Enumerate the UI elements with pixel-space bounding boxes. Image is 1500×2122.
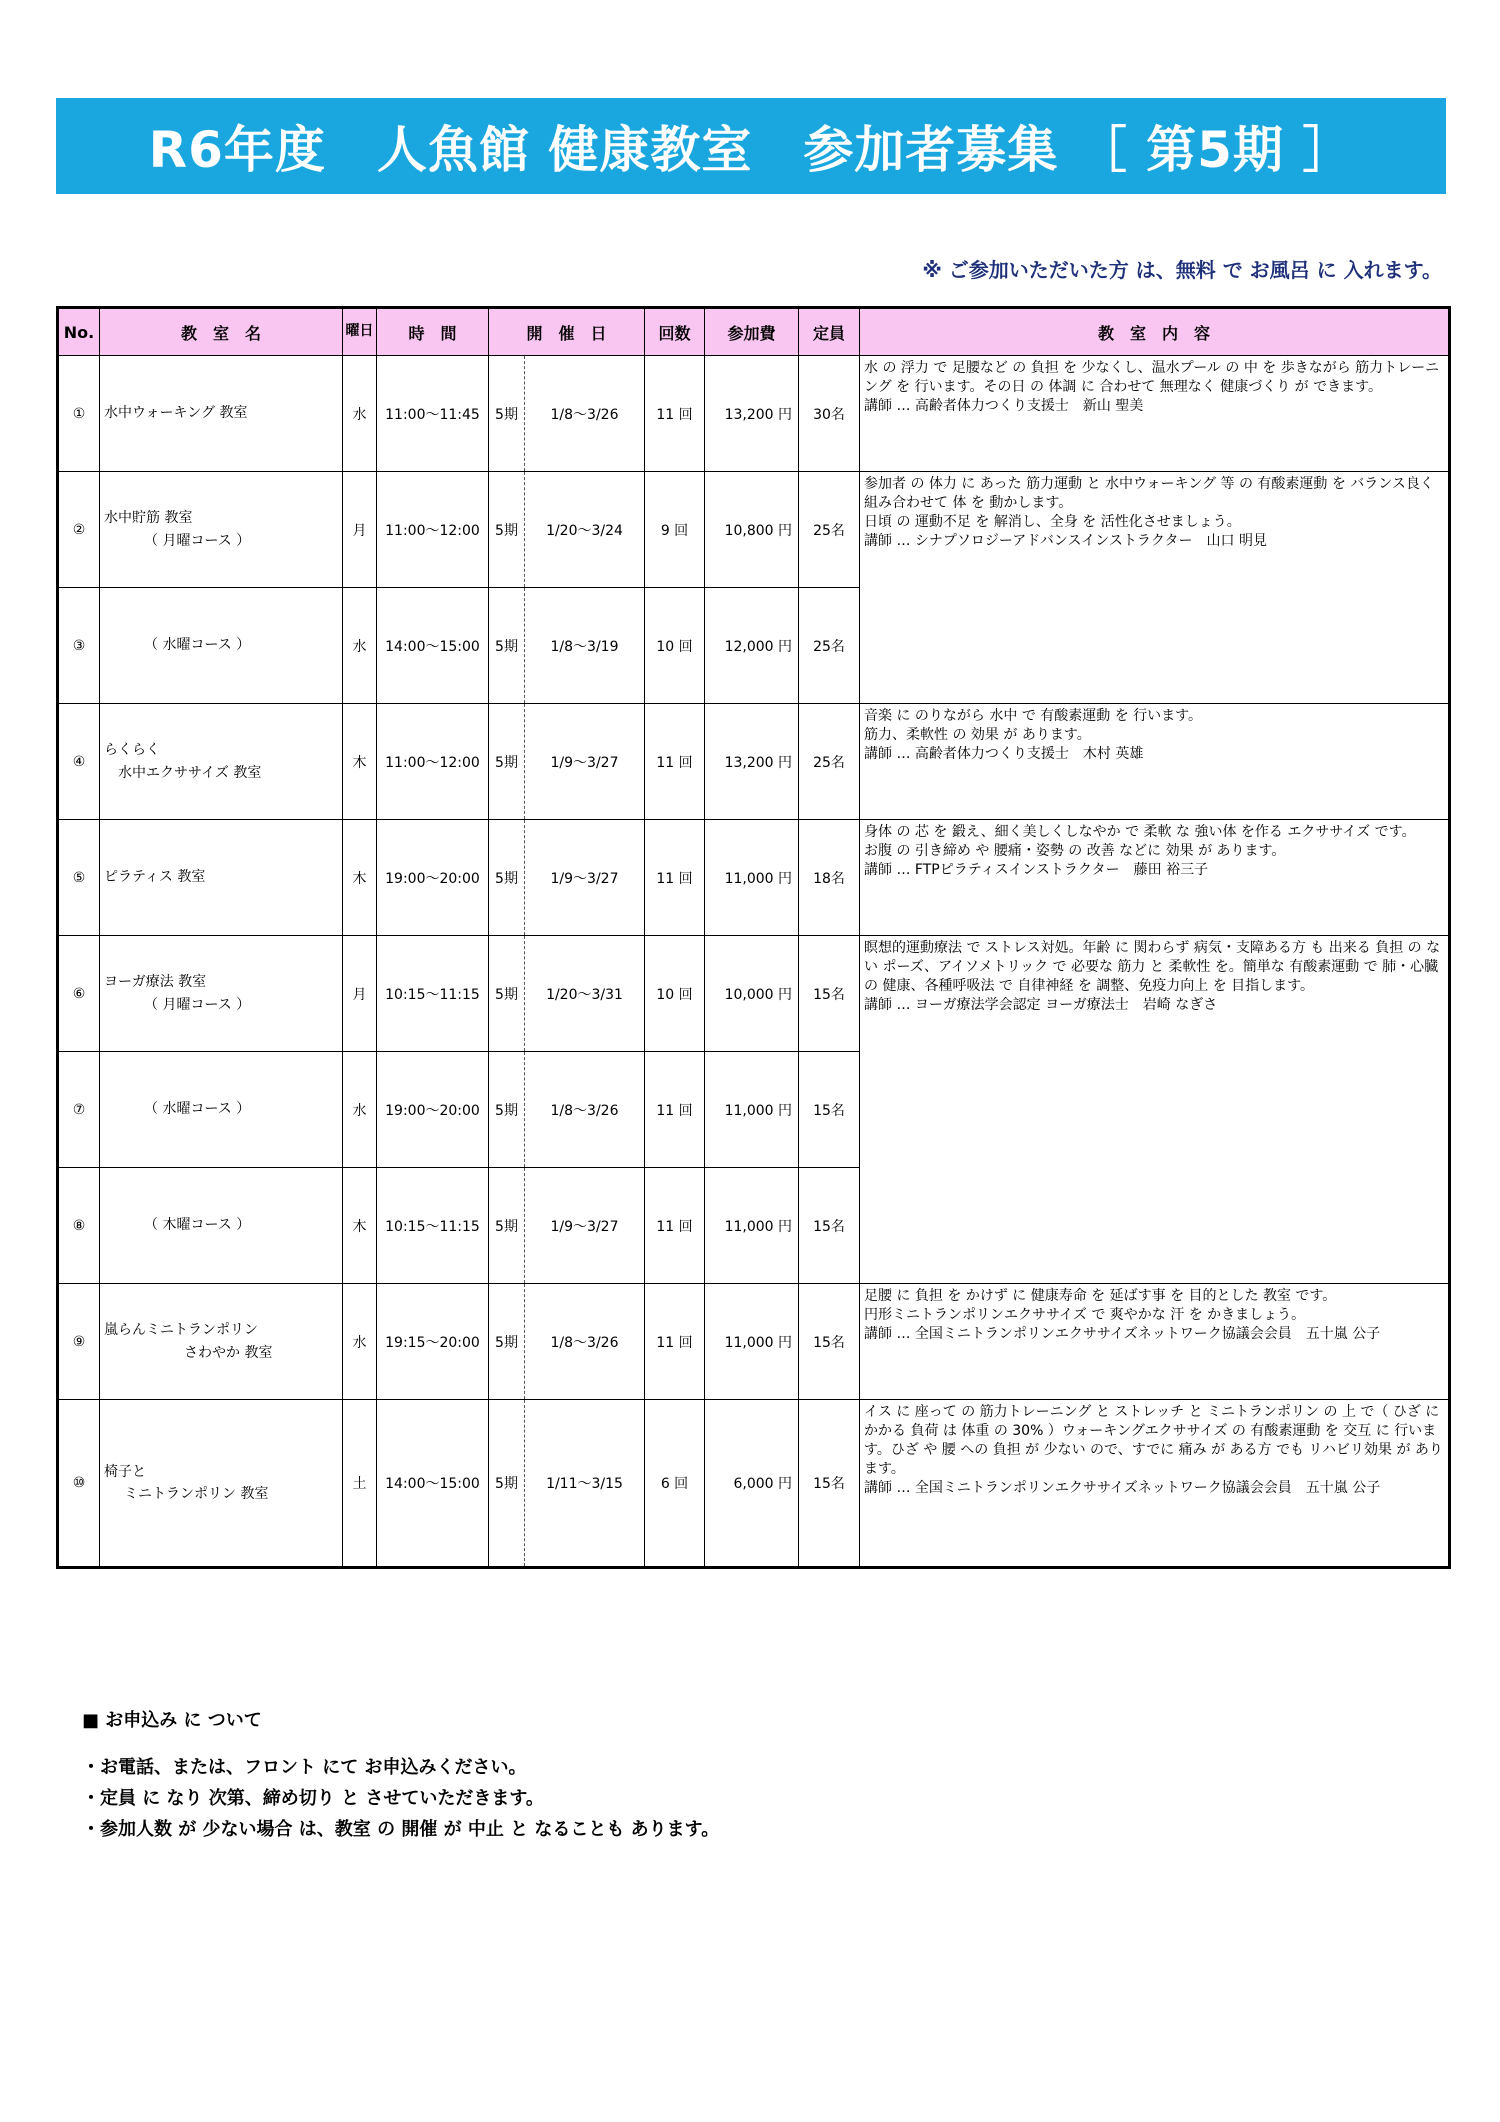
title-banner xyxy=(56,98,1446,194)
row-no: ⑧ xyxy=(58,1168,100,1284)
row-count: 11 回 xyxy=(645,1052,705,1168)
header-date: 開 催 日 xyxy=(489,308,645,356)
table-row xyxy=(58,1400,1450,1568)
class-name-line1: 水中貯筋 教室 xyxy=(104,510,193,527)
row-time: 11:00～12:00 xyxy=(377,472,489,588)
class-name-line2: ミニトランポリン 教室 xyxy=(124,1486,269,1502)
instructor-line: 講師 … 全国ミニトランポリンエクササイズネットワーク協議会会員 五十嵐 公子 xyxy=(864,1325,1381,1342)
row-capacity: 25名 xyxy=(799,472,860,588)
row-count: 11 回 xyxy=(645,1168,705,1284)
row-fee: 12,000 円 xyxy=(705,588,799,704)
instructor-line: 講師 … 高齢者体力つくり支援士 木村 英雄 xyxy=(864,745,1144,762)
application-heading: ■ お申込み に ついて xyxy=(82,1710,262,1731)
row-day: 水 xyxy=(343,1052,377,1168)
class-description xyxy=(860,704,1450,820)
desc-line: 音楽 に のりながら 水中 で 有酸素運動 を 行います。 xyxy=(864,708,1203,724)
row-count: 11 回 xyxy=(645,356,705,472)
class-name-line2: （ 月曜コース ） xyxy=(144,532,251,549)
row-count: 11 回 xyxy=(645,704,705,820)
row-no: ⑨ xyxy=(58,1284,100,1400)
row-count: 11 回 xyxy=(645,820,705,936)
class-name xyxy=(100,1052,343,1168)
table-row xyxy=(58,356,1450,472)
desc-line: お腹 の 引き締め や 腰痛・姿勢 の 改善 などに 効果 が あります。 xyxy=(864,842,1286,859)
desc-line: 日頃 の 運動不足 を 解消し、全身 を 活性化させましょう。 xyxy=(864,513,1241,530)
row-term: 5期 xyxy=(489,1284,525,1400)
row-fee: 10,800 円 xyxy=(705,472,799,588)
class-description xyxy=(860,1400,1450,1568)
row-capacity: 15名 xyxy=(799,1168,860,1284)
class-name xyxy=(100,588,343,704)
class-name-line1: 嵐らんミニトランポリン xyxy=(104,1322,258,1339)
class-name-line2: 水中エクササイズ 教室 xyxy=(118,764,262,781)
class-name-line2: （ 木曜コース ） xyxy=(144,1217,251,1234)
row-dates: 1/11～3/15 xyxy=(525,1400,645,1568)
table-row xyxy=(58,936,1450,1052)
row-no: ⑩ xyxy=(58,1400,100,1568)
row-time: 14:00～15:00 xyxy=(377,1400,489,1568)
schedule-table xyxy=(56,306,1451,1569)
row-day: 木 xyxy=(343,704,377,820)
row-time: 11:00～12:00 xyxy=(377,704,489,820)
class-name-line1: 水中ウォーキング 教室 xyxy=(104,405,248,422)
row-count: 9 回 xyxy=(645,472,705,588)
row-term: 5期 xyxy=(489,356,525,472)
row-term: 5期 xyxy=(489,472,525,588)
row-fee: 13,200 円 xyxy=(705,704,799,820)
table-header xyxy=(58,308,1450,356)
row-count: 6 回 xyxy=(645,1400,705,1568)
row-capacity: 25名 xyxy=(799,704,860,820)
row-day: 月 xyxy=(343,472,377,588)
row-time: 14:00～15:00 xyxy=(377,588,489,704)
row-no: ⑦ xyxy=(58,1052,100,1168)
class-description xyxy=(860,472,1450,704)
row-no: ⑥ xyxy=(58,936,100,1052)
class-name-line1: 椅子と xyxy=(104,1463,146,1480)
page-title: R6年度 人魚館 健康教室 参加者募集 ［ 第5期 ］ xyxy=(148,121,1354,179)
header-no: No. xyxy=(58,308,100,356)
desc-line: 参加者 の 体力 に あった 筋力運動 と 水中ウォーキング 等 の 有酸素運動 を バランス良く 組み合わせて 体 を 動かします。 xyxy=(864,476,1434,511)
row-fee: 6,000 円 xyxy=(705,1400,799,1568)
desc-line: 水 の 浮力 で 足腰など の 負担 を 少なくし、温水プール の 中 を 歩きながら 筋力トレーニング を 行います。その日 の 体調 に 合わせて 無理なく 健康づくり が できます。 xyxy=(864,360,1440,395)
table-row xyxy=(58,704,1450,820)
header-content: 教 室 内 容 xyxy=(860,308,1450,356)
class-description xyxy=(860,820,1450,936)
row-capacity: 15名 xyxy=(799,936,860,1052)
instructor-line: 講師 … 高齢者体力つくり支援士 新山 聖美 xyxy=(864,397,1144,414)
row-dates: 1/20～3/24 xyxy=(525,472,645,588)
bath-note: ※ ご参加いただいた方 は、無料 で お風呂 に 入れます。 xyxy=(922,258,1442,282)
class-name-line1: ヨーガ療法 教室 xyxy=(104,974,207,991)
header-capacity: 定員 xyxy=(799,308,860,356)
row-capacity: 15名 xyxy=(799,1400,860,1568)
class-name xyxy=(100,704,343,820)
row-time: 11:00～11:45 xyxy=(377,356,489,472)
row-term: 5期 xyxy=(489,936,525,1052)
class-name xyxy=(100,820,343,936)
class-name-line2: さわやか 教室 xyxy=(184,1344,273,1361)
row-dates: 1/9～3/27 xyxy=(525,820,645,936)
row-fee: 13,200 円 xyxy=(705,356,799,472)
desc-line: 円形ミニトランポリンエクササイズ で 爽やかな 汗 を かきましょう。 xyxy=(864,1306,1306,1323)
row-count: 10 回 xyxy=(645,936,705,1052)
row-day: 木 xyxy=(343,820,377,936)
instructor-line: 講師 … ヨーガ療法学会認定 ヨーガ療法士 岩崎 なぎさ xyxy=(864,996,1218,1013)
row-time: 19:00～20:00 xyxy=(377,1052,489,1168)
row-count: 11 回 xyxy=(645,1284,705,1400)
row-fee: 11,000 円 xyxy=(705,1052,799,1168)
row-capacity: 25名 xyxy=(799,588,860,704)
application-section xyxy=(82,1706,719,1845)
row-day: 水 xyxy=(343,1284,377,1400)
desc-line: 身体 の 芯 を 鍛え、細く美しくしなやか で 柔軟 な 強い体 を作る エクササイズ です。 xyxy=(864,824,1416,840)
row-capacity: 30名 xyxy=(799,356,860,472)
class-name-line1: らくらく xyxy=(104,742,160,759)
row-time: 19:15～20:00 xyxy=(377,1284,489,1400)
row-day: 水 xyxy=(343,588,377,704)
class-description xyxy=(860,936,1450,1284)
header-count: 回数 xyxy=(645,308,705,356)
row-dates: 1/8～3/26 xyxy=(525,1052,645,1168)
row-dates: 1/20～3/31 xyxy=(525,936,645,1052)
row-time: 10:15～11:15 xyxy=(377,936,489,1052)
class-name xyxy=(100,1284,343,1400)
table-row xyxy=(58,472,1450,588)
row-no: ④ xyxy=(58,704,100,820)
desc-line: 瞑想的運動療法 で ストレス対処。年齢 に 関わらず 病気・支障ある方 も 出来る 負担 の ない ポーズ、アイソメトリック で 必要な 筋力 と 柔軟性 を。簡単な 有酸素運動 で 肺・心臓 の 健康、各種呼吸法 で 自律神経 を 調整、免疫力向上 を 目指します。 xyxy=(864,940,1441,994)
instructor-line: 講師 … シナプソロジーアドバンスインストラクター 山口 明見 xyxy=(864,532,1267,549)
row-day: 水 xyxy=(343,356,377,472)
row-fee: 11,000 円 xyxy=(705,1284,799,1400)
row-dates: 1/9～3/27 xyxy=(525,1168,645,1284)
row-dates: 1/9～3/27 xyxy=(525,704,645,820)
application-item: ・定員 に なり 次第、締め切り と させていただきます。 xyxy=(82,1788,544,1809)
row-dates: 1/8～3/26 xyxy=(525,356,645,472)
table-row xyxy=(58,820,1450,936)
row-term: 5期 xyxy=(489,1168,525,1284)
header-fee: 参加費 xyxy=(705,308,799,356)
row-no: ① xyxy=(58,356,100,472)
class-name xyxy=(100,1168,343,1284)
row-time: 19:00～20:00 xyxy=(377,820,489,936)
instructor-line: 講師 … 全国ミニトランポリンエクササイズネットワーク協議会会員 五十嵐 公子 xyxy=(864,1479,1381,1496)
row-term: 5期 xyxy=(489,704,525,820)
class-name-line2: （ 月曜コース ） xyxy=(144,996,251,1013)
header-day: 曜日 xyxy=(343,308,377,356)
row-no: ② xyxy=(58,472,100,588)
class-name xyxy=(100,936,343,1052)
class-name xyxy=(100,1400,343,1568)
row-dates: 1/8～3/26 xyxy=(525,1284,645,1400)
desc-line: 筋力、柔軟性 の 効果 が あります。 xyxy=(864,726,1091,743)
row-term: 5期 xyxy=(489,588,525,704)
application-item: ・参加人数 が 少ない場合 は、教室 の 開催 が 中止 と なることも あります。 xyxy=(82,1819,720,1840)
application-item: ・お電話、または、フロント にて お申込みください。 xyxy=(82,1757,527,1778)
row-day: 木 xyxy=(343,1168,377,1284)
header-time: 時 間 xyxy=(377,308,489,356)
row-capacity: 15名 xyxy=(799,1284,860,1400)
table-row xyxy=(58,1284,1450,1400)
row-capacity: 15名 xyxy=(799,1052,860,1168)
class-name-line1: ピラティス 教室 xyxy=(104,869,206,886)
row-day: 土 xyxy=(343,1400,377,1568)
row-fee: 11,000 円 xyxy=(705,1168,799,1284)
row-day: 月 xyxy=(343,936,377,1052)
class-name-line2: （ 水曜コース ） xyxy=(144,637,251,654)
row-term: 5期 xyxy=(489,1400,525,1568)
row-capacity: 18名 xyxy=(799,820,860,936)
desc-line: イス に 座って の 筋力トレーニング と ストレッチ と ミニトランポリン の 上 で（ ひざ に かかる 負荷 は 体重 の 30% ）ウォーキングエクササイズ の 有酸素運動 を 交互 に 行います。ひざ や 腰 への 負担 が 少ない ので、すでに 痛み が ある方 でも リハビリ効果 が あります。 xyxy=(864,1404,1443,1477)
desc-line: 足腰 に 負担 を かけず に 健康寿命 を 延ばす事 を 目的とした 教室 です。 xyxy=(864,1288,1337,1304)
row-no: ⑤ xyxy=(58,820,100,936)
instructor-line: 講師 … FTPピラティスインストラクター 藤田 裕三子 xyxy=(864,861,1209,878)
class-description xyxy=(860,356,1450,472)
row-count: 10 回 xyxy=(645,588,705,704)
class-name-line2: （ 水曜コース ） xyxy=(144,1101,251,1118)
row-dates: 1/8～3/19 xyxy=(525,588,645,704)
class-name xyxy=(100,356,343,472)
class-description xyxy=(860,1284,1450,1400)
class-name xyxy=(100,472,343,588)
row-no: ③ xyxy=(58,588,100,704)
row-fee: 10,000 円 xyxy=(705,936,799,1052)
row-term: 5期 xyxy=(489,1052,525,1168)
header-name: 教 室 名 xyxy=(100,308,343,356)
row-time: 10:15～11:15 xyxy=(377,1168,489,1284)
row-fee: 11,000 円 xyxy=(705,820,799,936)
row-term: 5期 xyxy=(489,820,525,936)
